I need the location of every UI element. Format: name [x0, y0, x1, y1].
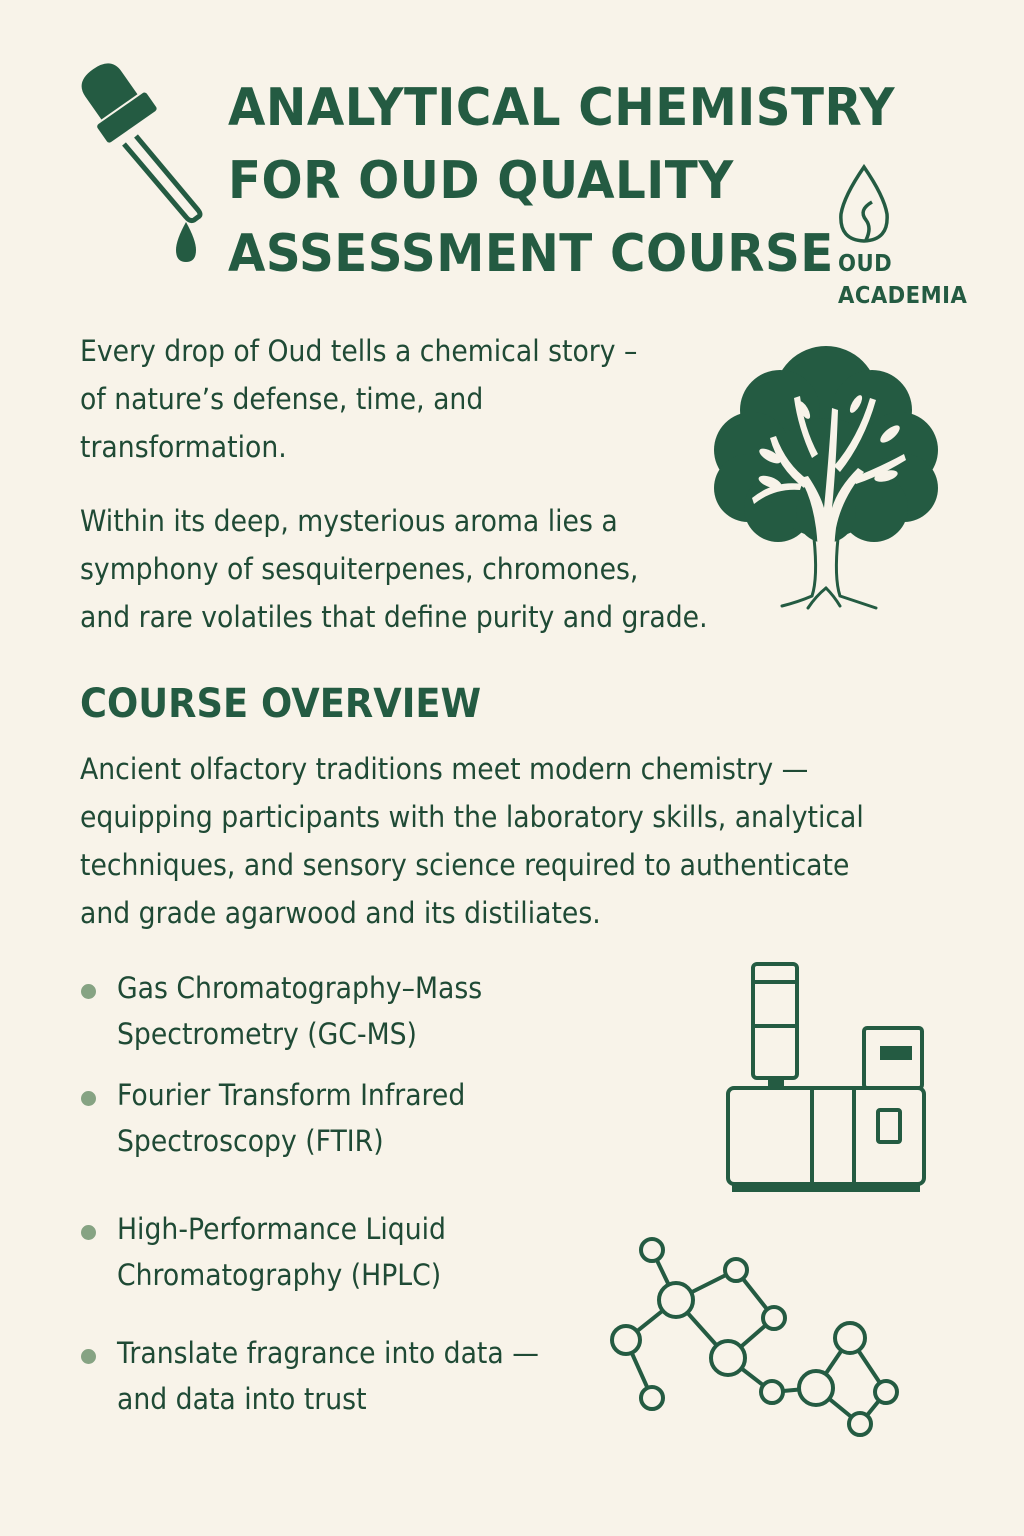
intro-2-line-1: Within its deep, mysterious aroma lies a: [80, 504, 618, 538]
dropper-icon: [70, 52, 220, 272]
bullet-dot-icon: [81, 984, 96, 999]
intro-paragraph-1: [80, 327, 637, 471]
page-title: [228, 72, 895, 291]
overview-line-1: Ancient olfactory traditions meet modern chemistry —: [80, 752, 809, 786]
list-item-text: [117, 965, 482, 1057]
intro-1-line-1: Every drop of Oud tells a chemical story –: [80, 334, 638, 368]
list-item-line: Spectrometry (GC-MS): [117, 1017, 417, 1051]
overview-line-3: techniques, and sensory science required to authenticate: [80, 848, 850, 882]
intro-1-line-3: transformation.: [80, 430, 287, 464]
list-item-line: Spectroscopy (FTIR): [117, 1124, 384, 1158]
bullet-dot-icon: [81, 1091, 96, 1106]
drop-leaf-icon: [836, 164, 892, 244]
logo-line-2: ACADEMIA: [838, 283, 968, 309]
logo-wordmark: [838, 248, 967, 312]
intro-paragraph-2: [80, 497, 708, 641]
list-item-text: [117, 1072, 465, 1164]
title-line-2: FOR OUD QUALITY: [228, 151, 734, 211]
list-item-line: Gas Chromatography–Mass: [117, 971, 483, 1005]
overview-line-2: equipping participants with the laboratory skills, analytical: [80, 800, 864, 834]
intro-2-line-2: symphony of sesquiterpenes, chromones,: [80, 552, 639, 586]
list-item-line: and data into trust: [117, 1382, 367, 1416]
list-item-line: Fourier Transform Infrared: [117, 1078, 466, 1112]
oud-academia-logo: [836, 160, 976, 310]
list-item-line: Chromatography (HPLC): [117, 1258, 442, 1292]
list-item-line: High-Performance Liquid: [117, 1212, 446, 1246]
list-item-line: Translate fragrance into data —: [117, 1336, 539, 1370]
list-item-text: [117, 1330, 539, 1422]
bullet-dot-icon: [81, 1225, 96, 1240]
bullet-dot-icon: [81, 1349, 96, 1364]
intro-1-line-2: of nature’s defense, time, and: [80, 382, 484, 416]
title-line-3: ASSESSMENT COURSE: [228, 224, 834, 284]
title-line-1: ANALYTICAL CHEMISTRY: [228, 78, 896, 138]
tree-icon: [708, 338, 944, 614]
overview-line-4: and grade agarwood and its distiliates.: [80, 896, 601, 930]
intro-2-line-3: and rare volatiles that define purity and grade.: [80, 600, 708, 634]
list-item-text: [117, 1206, 446, 1298]
section-heading-course-overview: COURSE OVERVIEW: [80, 681, 482, 727]
overview-paragraph: [80, 745, 864, 937]
logo-line-1: OUD: [838, 251, 893, 277]
gc-ms-instrument-icon: [720, 960, 930, 1196]
molecule-structure-icon: [600, 1230, 910, 1440]
